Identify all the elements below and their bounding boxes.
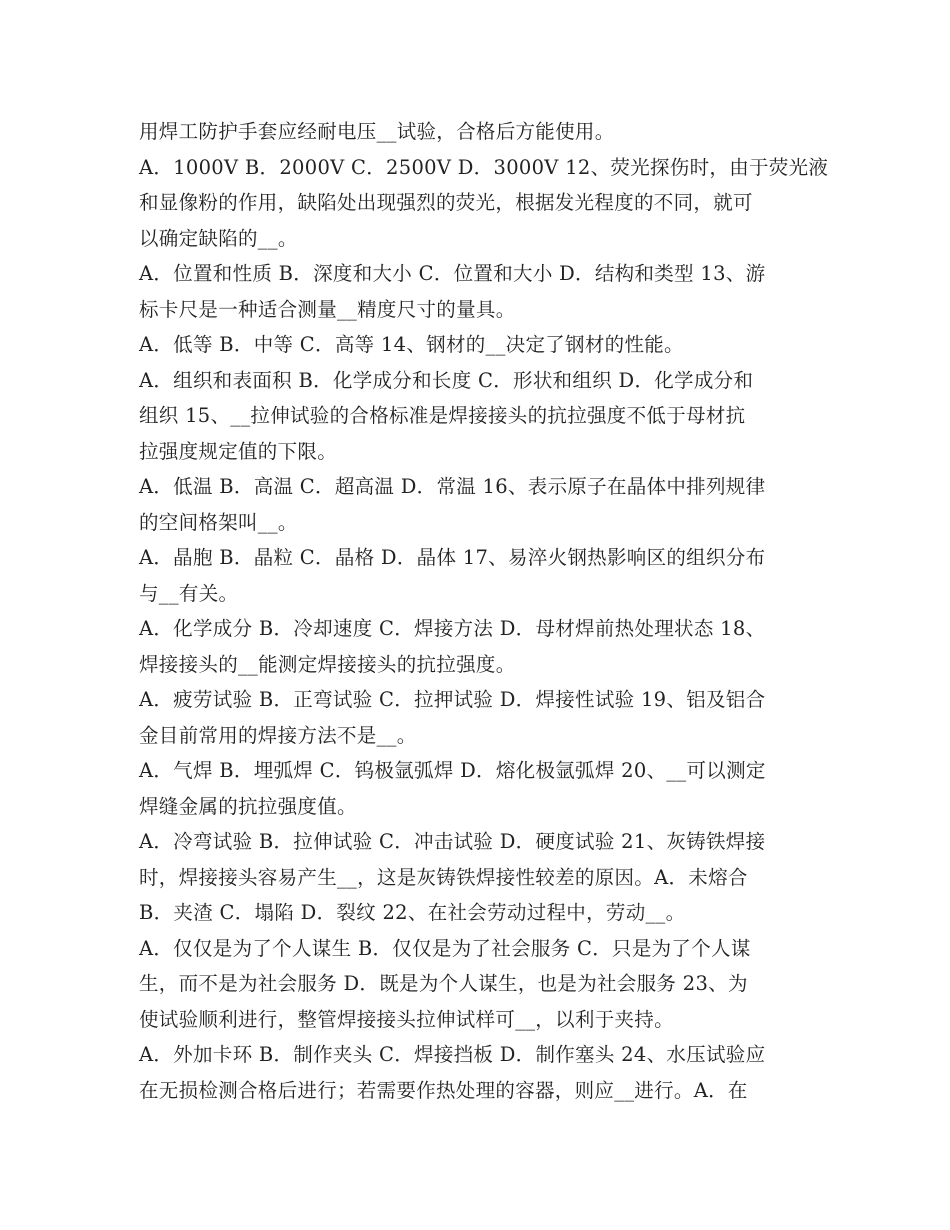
- text-line: 以确定缺陷的__。: [139, 226, 298, 250]
- text-line: B．夹渣 C．塌陷 D．裂纹 22、在社会劳动过程中，劳动__。: [139, 901, 686, 924]
- text-line: 在无损检测合格后进行；若需要作热处理的容器，则应__进行。A．在: [139, 1078, 748, 1102]
- text-line: A．1000V B．2000V C．2500V D．3000V 12、荧光探伤时，由于荧光液: [139, 155, 829, 179]
- text-line: A．外加卡环 B．制作夹头 C．焊接挡板 D．制作塞头 24、水压试验应: [139, 1043, 766, 1066]
- text-line: 使试验顺利进行，整管焊接接头拉伸试样可__，以利于夹持。: [139, 1007, 674, 1031]
- text-line: 用焊工防护手套应经耐电压__试验，合格后方能使用。: [139, 120, 615, 143]
- text-line: 拉强度规定值的下限。: [139, 439, 338, 463]
- text-line: 的空间格架叫__。: [139, 510, 298, 534]
- text-line: A．低温 B．高温 C．超高温 D．常温 16、表示原子在晶体中排列规律: [139, 475, 766, 498]
- text-line: A．化学成分 B．冷却速度 C．焊接方法 D．母材焊前热处理状态 18、: [139, 617, 766, 640]
- document-body: [139, 114, 829, 1108]
- text-line: 时，焊接接头容易产生__，这是灰铸铁焊接性较差的原因。A．未熔合: [139, 865, 748, 889]
- text-line: 组织 15、__拉伸试验的合格标准是焊接接头的抗拉强度不低于母材抗: [139, 404, 746, 427]
- text-line: 金目前常用的焊接方法不是__。: [139, 723, 417, 747]
- text-line: A．位置和性质 B．深度和大小 C．位置和大小 D．结构和类型 13、游: [139, 262, 766, 285]
- text-line: A．组织和表面积 B．化学成分和长度 C．形状和组织 D．化学成分和: [139, 368, 754, 392]
- text-line: 与__有关。: [139, 581, 239, 605]
- text-line: A．疲劳试验 B．正弯试验 C．拉押试验 D．焊接性试验 19、铝及铝合: [139, 688, 766, 711]
- text-line: 和显像粉的作用，缺陷处出现强烈的荧光，根据发光程度的不同，就可: [139, 191, 753, 214]
- text-line: 标卡尺是一种适合测量__精度尺寸的量具。: [139, 297, 516, 321]
- text-line: A．冷弯试验 B．拉伸试验 C．冲击试验 D．硬度试验 21、灰铸铁焊接: [139, 830, 766, 853]
- text-line: A．低等 B．中等 C．高等 14、钢材的__决定了钢材的性能。: [139, 333, 684, 356]
- text-line: 生，而不是为社会服务 D．既是为个人谋生，也是为社会服务 23、为: [139, 972, 748, 995]
- text-line: A．晶胞 B．晶粒 C．晶格 D．晶体 17、易淬火钢热影响区的组织分布: [139, 546, 766, 569]
- text-line: A．仅仅是为了个人谋生 B．仅仅是为了社会服务 C．只是为了个人谋: [139, 936, 751, 960]
- text-line: A．气焊 B．埋弧焊 C．钨极氩弧焊 D．熔化极氩弧焊 20、__可以测定: [139, 759, 766, 782]
- text-line: 焊接接头的__能测定焊接接头的抗拉强度。: [139, 652, 516, 676]
- text-line: 焊缝金属的抗拉强度值。: [139, 794, 357, 818]
